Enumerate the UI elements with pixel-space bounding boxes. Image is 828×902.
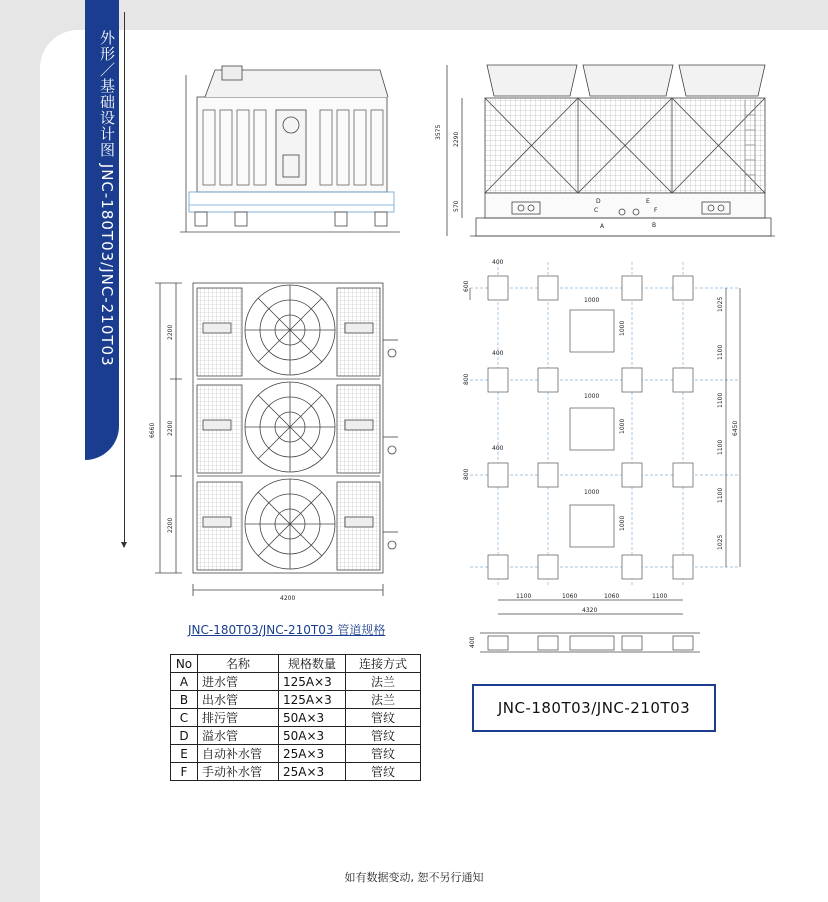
bottom-dim-3: 1060	[604, 593, 620, 600]
cell-name: 溢水管	[198, 727, 279, 745]
right-dim-total: 6450	[732, 420, 739, 436]
cell-size: 50A×3	[279, 709, 346, 727]
pipe-label-f: F	[654, 207, 658, 214]
block-vdim-3: 1000	[619, 515, 626, 531]
table-header-row	[171, 655, 421, 673]
pipe-label-a: A	[600, 223, 605, 230]
table-row	[171, 763, 421, 781]
side-title: 外形／基础设计图 JNC-180T03/JNC-210T03	[98, 30, 116, 367]
cell-name: 进水管	[198, 673, 279, 691]
block-dim-3: 1000	[584, 489, 600, 496]
cell-no: A	[171, 673, 198, 691]
col-header-size: 规格数量	[279, 655, 346, 673]
plan-dim-1: 2200	[167, 324, 174, 340]
bottom-dim-total: 4320	[582, 607, 598, 614]
cell-connection: 管纹	[346, 763, 421, 781]
col-header-connection: 连接方式	[346, 655, 421, 673]
pad-dim-2: 400	[492, 350, 504, 357]
table-row	[171, 727, 421, 745]
right-dim-1: 1025	[717, 296, 724, 312]
bottom-dim-2: 1060	[562, 593, 578, 600]
pipe-label-d: D	[596, 198, 601, 205]
pipe-label-e: E	[646, 198, 650, 205]
section-dim: 400	[469, 636, 476, 648]
cell-name: 自动补水管	[198, 745, 279, 763]
cell-size: 125A×3	[279, 673, 346, 691]
cell-no: E	[171, 745, 198, 763]
pipe-label-c: C	[594, 207, 599, 214]
cell-no: D	[171, 727, 198, 745]
plan-dim-2: 2200	[167, 420, 174, 436]
elev-dim-total: 3575	[435, 124, 442, 140]
footer-note: 如有数据变动, 恕不另行通知	[344, 871, 484, 884]
cell-size: 25A×3	[279, 745, 346, 763]
left-dim-1: 600	[463, 280, 470, 292]
right-dim-4: 1100	[717, 439, 724, 455]
model-label: JNC-180T03/JNC-210T03	[472, 684, 716, 732]
block-vdim-2: 1000	[619, 418, 626, 434]
spec-table-title: JNC-180T03/JNC-210T03 管道规格	[188, 623, 386, 637]
bottom-dim-1: 1100	[516, 593, 532, 600]
col-header-name: 名称	[198, 655, 279, 673]
table-row	[171, 673, 421, 691]
block-dim-2: 1000	[584, 393, 600, 400]
cell-connection: 法兰	[346, 691, 421, 709]
cell-connection: 法兰	[346, 673, 421, 691]
right-dim-5: 1100	[717, 487, 724, 503]
cell-size: 125A×3	[279, 691, 346, 709]
table-row	[171, 691, 421, 709]
elev-dim-base: 570	[453, 200, 460, 212]
plan-dim-3: 2200	[167, 517, 174, 533]
cell-no: F	[171, 763, 198, 781]
side-elevation	[447, 65, 775, 236]
table-row	[171, 709, 421, 727]
pad-dim-3: 400	[492, 445, 504, 452]
cell-no: B	[171, 691, 198, 709]
cell-name: 排污管	[198, 709, 279, 727]
block-vdim-1: 1000	[619, 320, 626, 336]
front-elevation	[180, 66, 400, 232]
cell-size: 50A×3	[279, 727, 346, 745]
cell-connection: 管纹	[346, 745, 421, 763]
left-dim-3: 800	[463, 468, 470, 480]
pipe-label-b: B	[652, 222, 657, 229]
left-dim-2: 800	[463, 373, 470, 385]
spec-table	[170, 654, 421, 781]
elev-dim-upper: 2290	[453, 131, 460, 147]
plan-view	[155, 283, 398, 596]
table-row	[171, 745, 421, 763]
bottom-dim-4: 1100	[652, 593, 668, 600]
right-dim-6: 1025	[717, 534, 724, 550]
plan-dim-width: 4200	[280, 595, 296, 602]
right-dim-3: 1100	[717, 392, 724, 408]
right-dim-2: 1100	[717, 344, 724, 360]
pad-dim-1: 400	[492, 259, 504, 266]
cell-name: 出水管	[198, 691, 279, 709]
col-header-no: No	[171, 655, 198, 673]
cell-no: C	[171, 709, 198, 727]
cell-connection: 管纹	[346, 709, 421, 727]
block-dim-1: 1000	[584, 297, 600, 304]
plan-dim-total: 6660	[149, 422, 156, 438]
cell-size: 25A×3	[279, 763, 346, 781]
cell-connection: 管纹	[346, 727, 421, 745]
cell-name: 手动补水管	[198, 763, 279, 781]
